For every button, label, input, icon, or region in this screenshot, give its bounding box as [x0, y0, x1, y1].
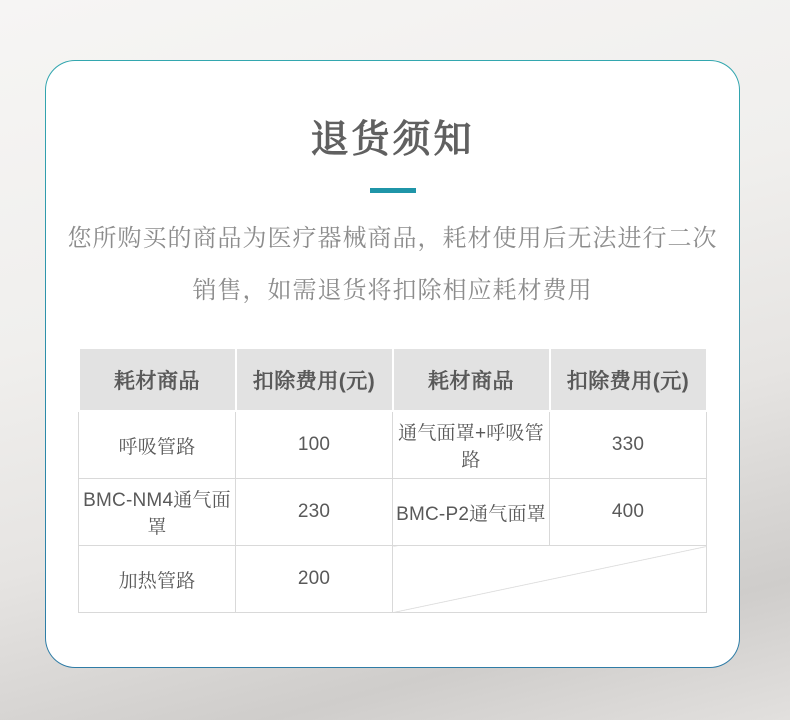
- table-row: [79, 546, 707, 613]
- notice-body-text: 您所购买的商品为医疗器械商品，耗材使用后无法进行二次销售，如需退货将扣除相应耗材费用: [67, 225, 718, 304]
- table-cell-product: BMC-P2通气面罩: [393, 479, 550, 546]
- table-cell-fee: 100: [236, 411, 393, 479]
- header-cell-fee-2: 扣除费用(元): [550, 348, 707, 411]
- table-header-row: [79, 348, 707, 411]
- table-cell-fee: 230: [236, 479, 393, 546]
- notice-card-border: [45, 60, 740, 668]
- table-cell-fee: 400: [550, 479, 707, 546]
- table-cell-product: 呼吸管路: [79, 411, 236, 479]
- table-cell-fee: 330: [550, 411, 707, 479]
- table-cell-empty-diagonal: [393, 546, 707, 613]
- table-cell-fee: 200: [236, 546, 393, 613]
- notice-card: [46, 61, 739, 667]
- fees-table: [78, 347, 708, 613]
- table-row: [79, 411, 707, 479]
- table-cell-product: BMC-NM4通气面罩: [79, 479, 236, 546]
- page-title: 退货须知: [310, 119, 475, 161]
- table-row: [79, 479, 707, 546]
- header-cell-fee-1: 扣除费用(元): [236, 348, 393, 411]
- table-cell-product: 通气面罩+呼吸管路: [393, 411, 550, 479]
- table-cell-product: 加热管路: [79, 546, 236, 613]
- header-cell-product-1: 耗材商品: [79, 348, 236, 411]
- title-divider: [370, 188, 416, 193]
- header-cell-product-2: 耗材商品: [393, 348, 550, 411]
